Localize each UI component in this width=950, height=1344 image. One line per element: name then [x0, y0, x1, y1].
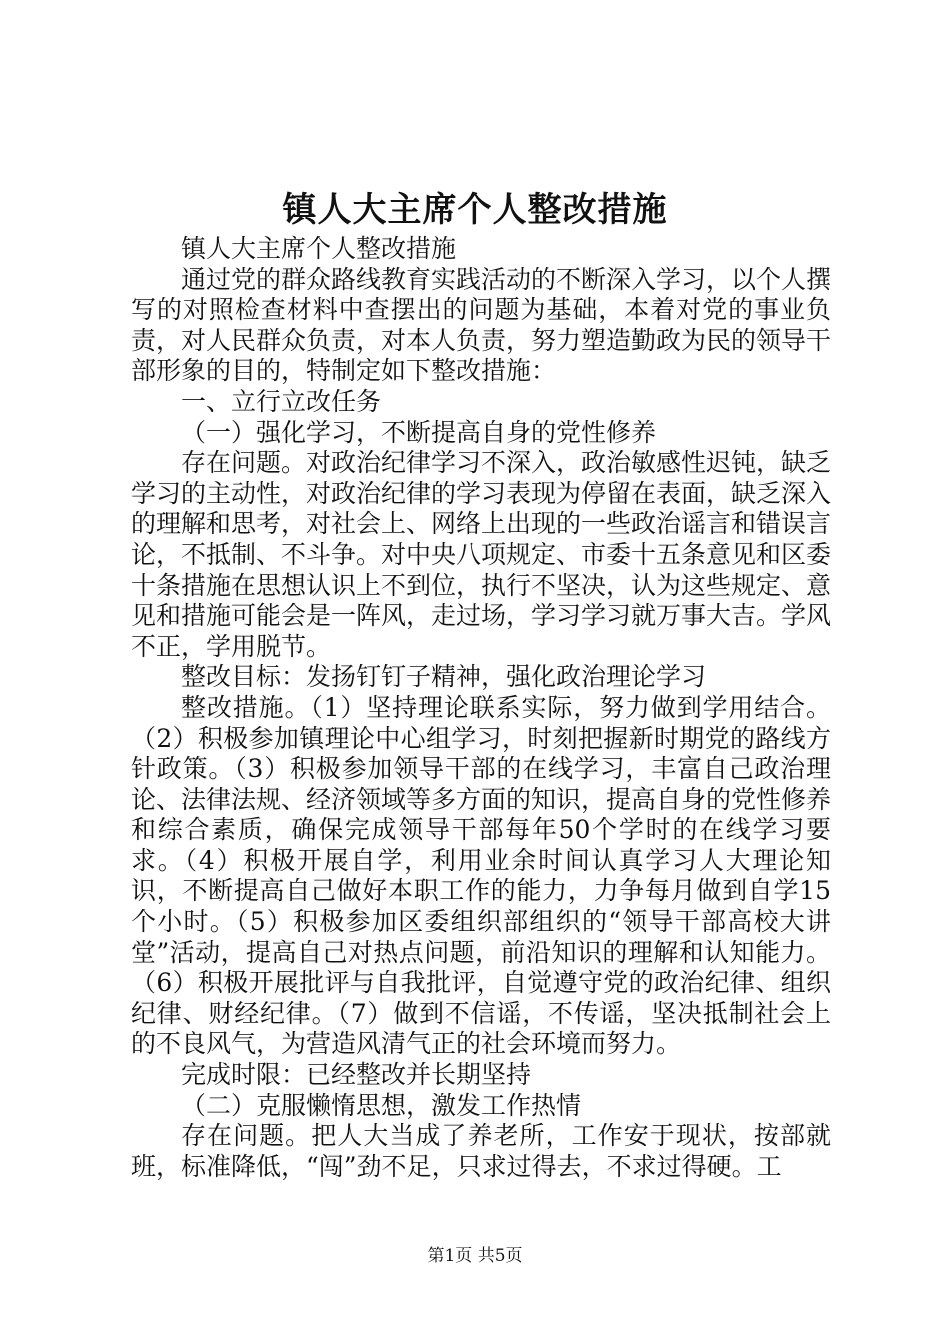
subsection-heading-2: （二）克服懒惰思想，激发工作热情 — [181, 1090, 582, 1120]
page-title: 镇人大主席个人整改措施 — [282, 190, 668, 230]
problem-paragraph-2: 存在问题。把人大当成了养老所，工作安于现状，按部就班，标准降低，“闯”劲不足，只求过得去，不求过得硬。工 — [131, 1121, 831, 1181]
subtitle-paragraph: 镇人大主席个人整改措施 — [181, 234, 457, 263]
section-heading: 一、立行立改任务 — [181, 386, 382, 416]
intro-paragraph: 通过党的群众路线教育实践活动的不断深入学习，以个人撰写的对照检查材料中查摆出的问题为基础，本着对党的事业负责，对人民群众负责，对本人负责，努力塑造勤政为民的领导干部形象的目的，特制定如下整改措施： — [131, 264, 832, 386]
subsection-heading-1: （一）强化学习，不断提高自身的党性修养 — [181, 417, 657, 447]
deadline-paragraph-1: 完成时限：已经整改并长期坚持 — [181, 1060, 532, 1090]
problem-paragraph-1: 存在问题。对政治纪律学习不深入，政治敏感性迟钝，缺乏学习的主动性，对政治纪律的学习表现为停留在表面，缺乏深入的理解和思考，对社会上、网络上出现的一些政治谣言和错误言论，不抵制、不斗争。对中央八项规定、市委十五条意见和区委十条措施在思想认识上不到位，执行不坚决，认为这些规定、意见和措施可能会是一阵风，走过场，学习学习就万事大吉。学风不正，学用脱节。 — [131, 448, 832, 661]
page-footer: 第1页 共5页 — [427, 1246, 523, 1266]
document-body — [131, 234, 831, 1182]
goal-paragraph-1: 整改目标：发扬钉钉子精神，强化政治理论学习 — [181, 662, 707, 692]
measures-paragraph-1: 整改措施。（1）坚持理论联系实际，努力做到学用结合。（2）积极参加镇理论中心组学习，时刻把握新时期党的路线方针政策。（3）积极参加领导干部的在线学习，丰富自己政治理论、法律法规、经济领域等多方面的知识，提高自身的党性修养和综合素质，确保完成领导干部每年50个学时的在线学习要求。（4）积极开展自学，利用业余时间认真学习人大理论知识，不断提高自己做好本职工作的能力，力争每月做到自学15个小时。（5）积极参加区委组织部组织的“领导干部高校大讲堂”活动，提高自己对热点问题，前沿知识的理解和认知能力。（6）积极开展批评与自我批评，自觉遵守党的政治纪律、组织纪律、财经纪律。（7）做到不信谣，不传谣，坚决抵制社会上的不良风气，为营造风清气正的社会环境而努力。 — [131, 692, 832, 1059]
